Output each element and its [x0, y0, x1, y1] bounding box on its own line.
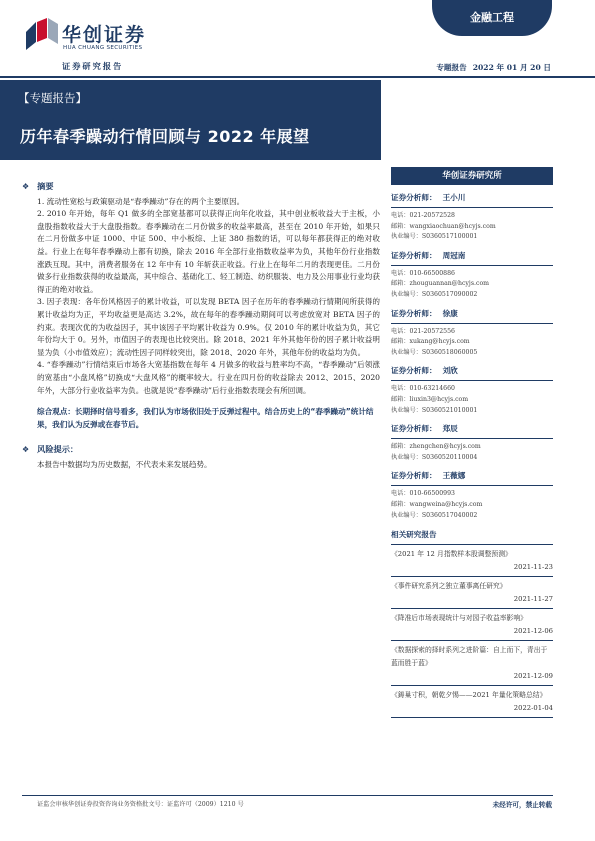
report-type: 证券研究报告 — [62, 61, 124, 71]
title-banner — [0, 80, 381, 160]
analyst-block — [391, 365, 553, 416]
summary-paragraph: 3. 因子表现：各年份风格因子的累计收益，可以发现 BETA 因子在历年的春季躁动行情期间所获得的累计收益均为正，平均收益更是高达 3.2%，故在每年的春季躁动期间可以考虑放宽对 BETA 因子的约束。表现次优的为收益因子，其中该因子平均累计收益为 0.9%。仅 2010 年的累计收益为负，其它年份均大于 0。另外，市值因子的表现也比较突出。除 2018、2021 年外其他年份的因子累计收益明显为负（小市值效应）；流动性因子同样较突出，除 2018、2020 年外，其他年份的收益均为负。 — [37, 297, 380, 357]
diamond-bullet-icon: ❖ — [22, 182, 30, 191]
banner-label: 【专题报告】 — [18, 91, 87, 105]
summary-paragraph: 2. 2010 年开始，每年 Q1 做多的全部宽基都可以获得正向年化收益，其中创业板收益大于主板，小盘股指数收益大于大盘股指数。春季躁动在二月份做多的收益率最高，甚至在 2010 年开始，如果只在二月份做多中证 1000、中证 500、中小板综、上证 380 指数的话，可以每年都获得正的绝对收益。行业上在每年春季躁动上都有切换，除去 2016 年全部行业指数收益率为负，其他年份行业指数涨跌互现。其中，消费者服务在 12 年中有 10 年斩获正收益。行业上在每年二月的表现更佳。二月份做多行业指数获得的收益最高，其中综合、基础化工、轻工制造、纺织服装、电力及公用事业行业均获得正的绝对收益。 — [37, 209, 380, 294]
related-report-date: 2022-01-04 — [513, 704, 553, 713]
related-report-item[interactable] — [391, 641, 553, 686]
analyst-email[interactable]: 邮箱：liuxin3@hcyjs.com — [391, 395, 469, 403]
related-report-date: 2021-12-09 — [513, 672, 553, 681]
institute-header: 华创证券研究所 — [391, 167, 553, 185]
analyst-block — [391, 308, 553, 359]
header-divider — [0, 76, 595, 78]
analyst-license: 执业编号：S0360518060005 — [391, 348, 478, 356]
analyst-email[interactable]: 邮箱：zhouguannan@hcyjs.com — [391, 280, 490, 288]
analyst-phone: 电话：010-63214660 — [391, 385, 455, 393]
company-logo — [26, 18, 156, 58]
risk-heading: ❖ 风险提示： — [22, 444, 79, 455]
summary-paragraph: 4. “春季躁动”行情结束后市场各大宽基指数在每年 4 月做多的收益与胜率均不高，“春季躁动”后领涨的宽基由“小盘风格”切换成“大盘风格”的概率较大。行业在四月份的收益除去 2012、2015、2020 年外，大部分行业收益率为负。也就是说“春季躁动”后行业指数表现会有所回调。 — [37, 360, 380, 395]
analyst-block — [391, 250, 553, 301]
report-date: 2022 年 01 月 20 日 — [472, 63, 551, 72]
report-kind: 专题报告 — [436, 63, 467, 72]
related-report-title: 《数据探索的择时系列之进阶篇：自上而下，青出于蓝而胜于蓝》 — [391, 646, 548, 668]
related-reports — [391, 529, 553, 718]
summary-heading: ❖ 摘要 — [22, 181, 54, 191]
related-report-item[interactable] — [391, 577, 553, 609]
diamond-bullet-icon: ❖ — [22, 445, 30, 455]
related-report-date: 2021-12-06 — [513, 627, 553, 636]
related-report-title: 《事件研究系列之独立董事离任研究》 — [391, 582, 507, 591]
related-heading: 相关研究报告 — [391, 529, 553, 545]
analyst-phone: 电话：021-20572556 — [391, 327, 455, 335]
conclusion-text: 综合观点：长期择时信号看多，我们认为市场依旧处于反弹过程中。结合历史上的“春季躁动”统计结果，我们认为反弹或在春节后。 — [37, 407, 374, 430]
related-report-date: 2021-11-27 — [513, 595, 553, 604]
risk-text: 本报告中数据均为历史数据，不代表未来发展趋势。 — [37, 459, 212, 469]
analyst-email[interactable]: 邮箱：zhengchen@hcyjs.com — [391, 443, 481, 451]
analyst-name: 证券分析师： 王薇娜 — [391, 470, 553, 486]
analyst-license: 执业编号：S0360521010001 — [391, 406, 478, 414]
risk-section — [22, 443, 380, 471]
page-title: 历年春季躁动行情回顾与 2022 年展望 — [20, 127, 310, 146]
main-content — [22, 180, 380, 471]
analyst-name: 证券分析师： 周冠南 — [391, 250, 553, 266]
analyst-license: 执业编号：S0360517040002 — [391, 511, 478, 519]
sidebar — [391, 167, 553, 718]
logo-text-cn: 华创证券 — [62, 24, 147, 46]
report-meta — [430, 62, 551, 73]
analyst-license: 执业编号：S0360517090002 — [391, 290, 478, 298]
related-report-item[interactable] — [391, 545, 553, 577]
analyst-email[interactable]: 邮箱：wangxiaochuan@hcyjs.com — [391, 222, 496, 230]
footer-license: 证监会审核华创证券投资咨询业务资格批文号：证监许可（2009）1210 号 — [37, 801, 244, 808]
footer-notice: 未经许可，禁止转载 — [492, 801, 552, 809]
analyst-name: 证券分析师： 刘欣 — [391, 365, 553, 381]
analyst-name: 证券分析师： 王小川 — [391, 192, 553, 208]
related-report-title: 《鋳巢寸积，朝乾夕惕——2021 年量化策略总结》 — [391, 691, 547, 700]
analyst-license: 执业编号：S0360517100001 — [391, 233, 478, 241]
analyst-block — [391, 192, 553, 243]
analyst-phone: 电话：021-20572528 — [391, 212, 455, 219]
logo-text-en: HUA CHUANG SECURITIES — [63, 45, 143, 51]
analyst-license: 执业编号：S0360520110004 — [391, 453, 478, 461]
logo-mark-icon — [26, 18, 58, 50]
summary-paragraph: 1. 流动性宽松与政策驱动是“春季躁动”存在的两个主要原因。 — [37, 196, 245, 206]
related-report-title: 《降准后市场表现统计与对园子收益率影响》 — [391, 614, 527, 623]
analyst-name: 证券分析师： 郑辰 — [391, 423, 553, 439]
analyst-name: 证券分析师： 徐康 — [391, 308, 553, 324]
analyst-phone: 电话：010-66500993 — [391, 490, 455, 498]
related-report-item[interactable] — [391, 609, 553, 641]
analyst-phone: 电话：010-66500886 — [391, 269, 455, 277]
related-report-title: 《2021 年 12 月指数样本股调整预测》 — [391, 550, 512, 559]
analyst-block — [391, 470, 553, 521]
analyst-block — [391, 423, 553, 463]
footer-divider — [22, 795, 553, 796]
related-report-date: 2021-11-23 — [513, 563, 553, 572]
analyst-email[interactable]: 邮箱：wangweina@hcyjs.com — [391, 500, 483, 508]
related-report-item[interactable] — [391, 686, 553, 718]
analyst-email[interactable]: 邮箱：xukang@hcyjs.com — [391, 338, 470, 346]
category-tag: 金融工程 — [432, 0, 552, 36]
